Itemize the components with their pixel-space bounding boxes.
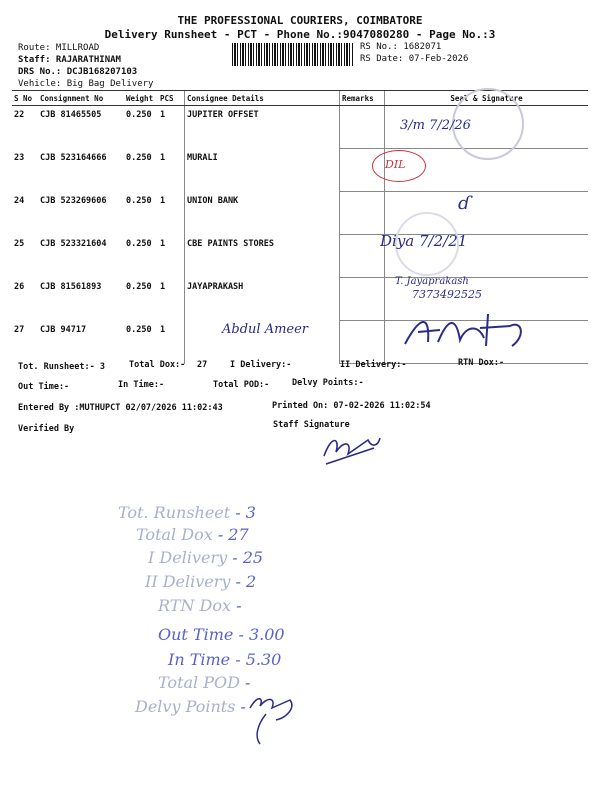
col-pcs: PCS (158, 91, 185, 106)
col-weight: Weight (124, 91, 158, 106)
signature-row25: Diya 7/2/21 (380, 232, 468, 250)
signature-row22: 3/m 7/2/26 (400, 118, 471, 133)
cell-consignee: UNION BANK (185, 192, 340, 235)
cell-weight: 0.250 (126, 324, 152, 335)
col-remarks: Remarks (340, 91, 385, 106)
cell-weight: 0.250 (126, 238, 152, 249)
cell-consignee: MURALI (185, 149, 340, 192)
cell-consignment: CJB 523164666 (40, 152, 107, 163)
cell-remarks (340, 278, 385, 321)
cell-remarks (340, 235, 385, 278)
cell-consignee: JUPITER OFFSET (185, 106, 340, 149)
cell-pcs: 1 (160, 238, 166, 249)
cell-remarks (340, 106, 385, 149)
cell-consignment: CJB 523269606 (40, 195, 107, 206)
note-i-delivery: I Delivery - 25 (148, 548, 264, 567)
col-sno: S No (12, 91, 38, 106)
entered-by: Entered By :MUTHUPCT 02/07/2026 11:02:43 (18, 403, 223, 413)
table-row (12, 192, 588, 235)
note-signature (246, 690, 306, 748)
cell-sno: 24 (14, 195, 25, 206)
col-consignment: Consignment No (38, 91, 124, 106)
cell-consignment: CJB 523321604 (40, 238, 107, 249)
out-time: Out Time:- (18, 382, 70, 392)
cell-pcs: 1 (160, 281, 166, 292)
staff-signature-label: Staff Signature (273, 420, 350, 430)
i-delivery: I Delivery:- (230, 360, 292, 370)
verified-by: Verified By (18, 424, 75, 434)
rs-number: RS No.: 1682071 (360, 42, 442, 52)
col-seal-signature: Seal & Signature (385, 91, 589, 106)
drs-number: DRS No.: DCJB168207103 (18, 67, 138, 77)
rtn-dox: RTN Dox:- (458, 358, 505, 368)
col-consignee: Consignee Details (185, 91, 340, 106)
note-total-dox: Total Dox - 27 (136, 525, 249, 544)
note-total-pod: Total POD - (158, 673, 251, 692)
initial-mark: ɗ (458, 193, 471, 214)
rs-date: RS Date: 07-Feb-2026 (360, 54, 469, 64)
cell-pcs: 1 (160, 110, 166, 120)
signature-row27 (400, 306, 540, 354)
cell-pcs: 1 (160, 152, 166, 163)
cell-sno: 26 (14, 281, 25, 292)
tot-runsheet: Tot. Runsheet:- 3 (18, 362, 105, 372)
cell-weight: 0.250 (126, 152, 152, 163)
company-name: THE PROFESSIONAL COURIERS, COIMBATORE (177, 14, 423, 27)
cell-consignment: CJB 94717 (40, 324, 87, 335)
route: Route: MILLROAD (18, 43, 100, 53)
cell-weight: 0.250 (126, 281, 152, 292)
note-delvy-points: Delvy Points - (135, 697, 246, 716)
cell-weight: 0.250 (126, 110, 152, 120)
in-time: In Time:- (118, 380, 165, 390)
total-pod: Total POD:- (213, 380, 270, 390)
note-ii-delivery: II Delivery - 2 (145, 572, 257, 591)
note-in-time: In Time - 5.30 (168, 650, 282, 669)
dil-mark: DIL (385, 158, 406, 171)
cell-consignment: CJB 81465505 (40, 110, 102, 120)
total-dox-value: 27 (197, 360, 208, 370)
total-dox-label: Total Dox:- (129, 360, 186, 370)
cell-pcs: 1 (160, 195, 166, 206)
note-tot-runsheet: Tot. Runsheet - 3 (118, 503, 256, 522)
cell-pcs: 1 (160, 324, 166, 335)
delvy-points: Delvy Points:- (292, 378, 364, 388)
cell-consignee: CBE PAINTS STORES (185, 235, 340, 278)
cell-remarks (340, 192, 385, 235)
cell-sno: 23 (14, 152, 25, 163)
cell-sno: 22 (14, 110, 25, 120)
vehicle: Vehicle: Big Bag Delivery (18, 79, 154, 89)
table-row (12, 235, 588, 278)
runsheet-title: Delivery Runsheet - PCT - Phone No.:9047080280 - Page No.:3 (104, 28, 496, 41)
note-out-time: Out Time - 3.00 (158, 625, 285, 644)
note-rtn-dox: RTN Dox - (158, 596, 242, 615)
cell-remarks (340, 321, 385, 364)
barcode (232, 43, 354, 66)
cell-consignee: JAYAPRAKASH (185, 278, 340, 321)
signature-row26-name: T. Jayaprakash (395, 276, 469, 287)
printed-on: Printed On: 07-02-2026 11:02:54 (272, 401, 431, 411)
cell-sno: 25 (14, 238, 25, 249)
cell-weight: 0.250 (126, 195, 152, 206)
staff-signature (318, 428, 388, 468)
signature-row26-phone: 7373492525 (412, 288, 482, 301)
staff: Staff: RAJARATHINAM (18, 55, 121, 65)
ii-delivery: II Delivery:- (340, 360, 407, 370)
cell-consignment: CJB 81561893 (40, 281, 102, 292)
cell-sno: 27 (14, 324, 25, 335)
row27-consignee-handwritten: Abdul Ameer (222, 322, 309, 337)
